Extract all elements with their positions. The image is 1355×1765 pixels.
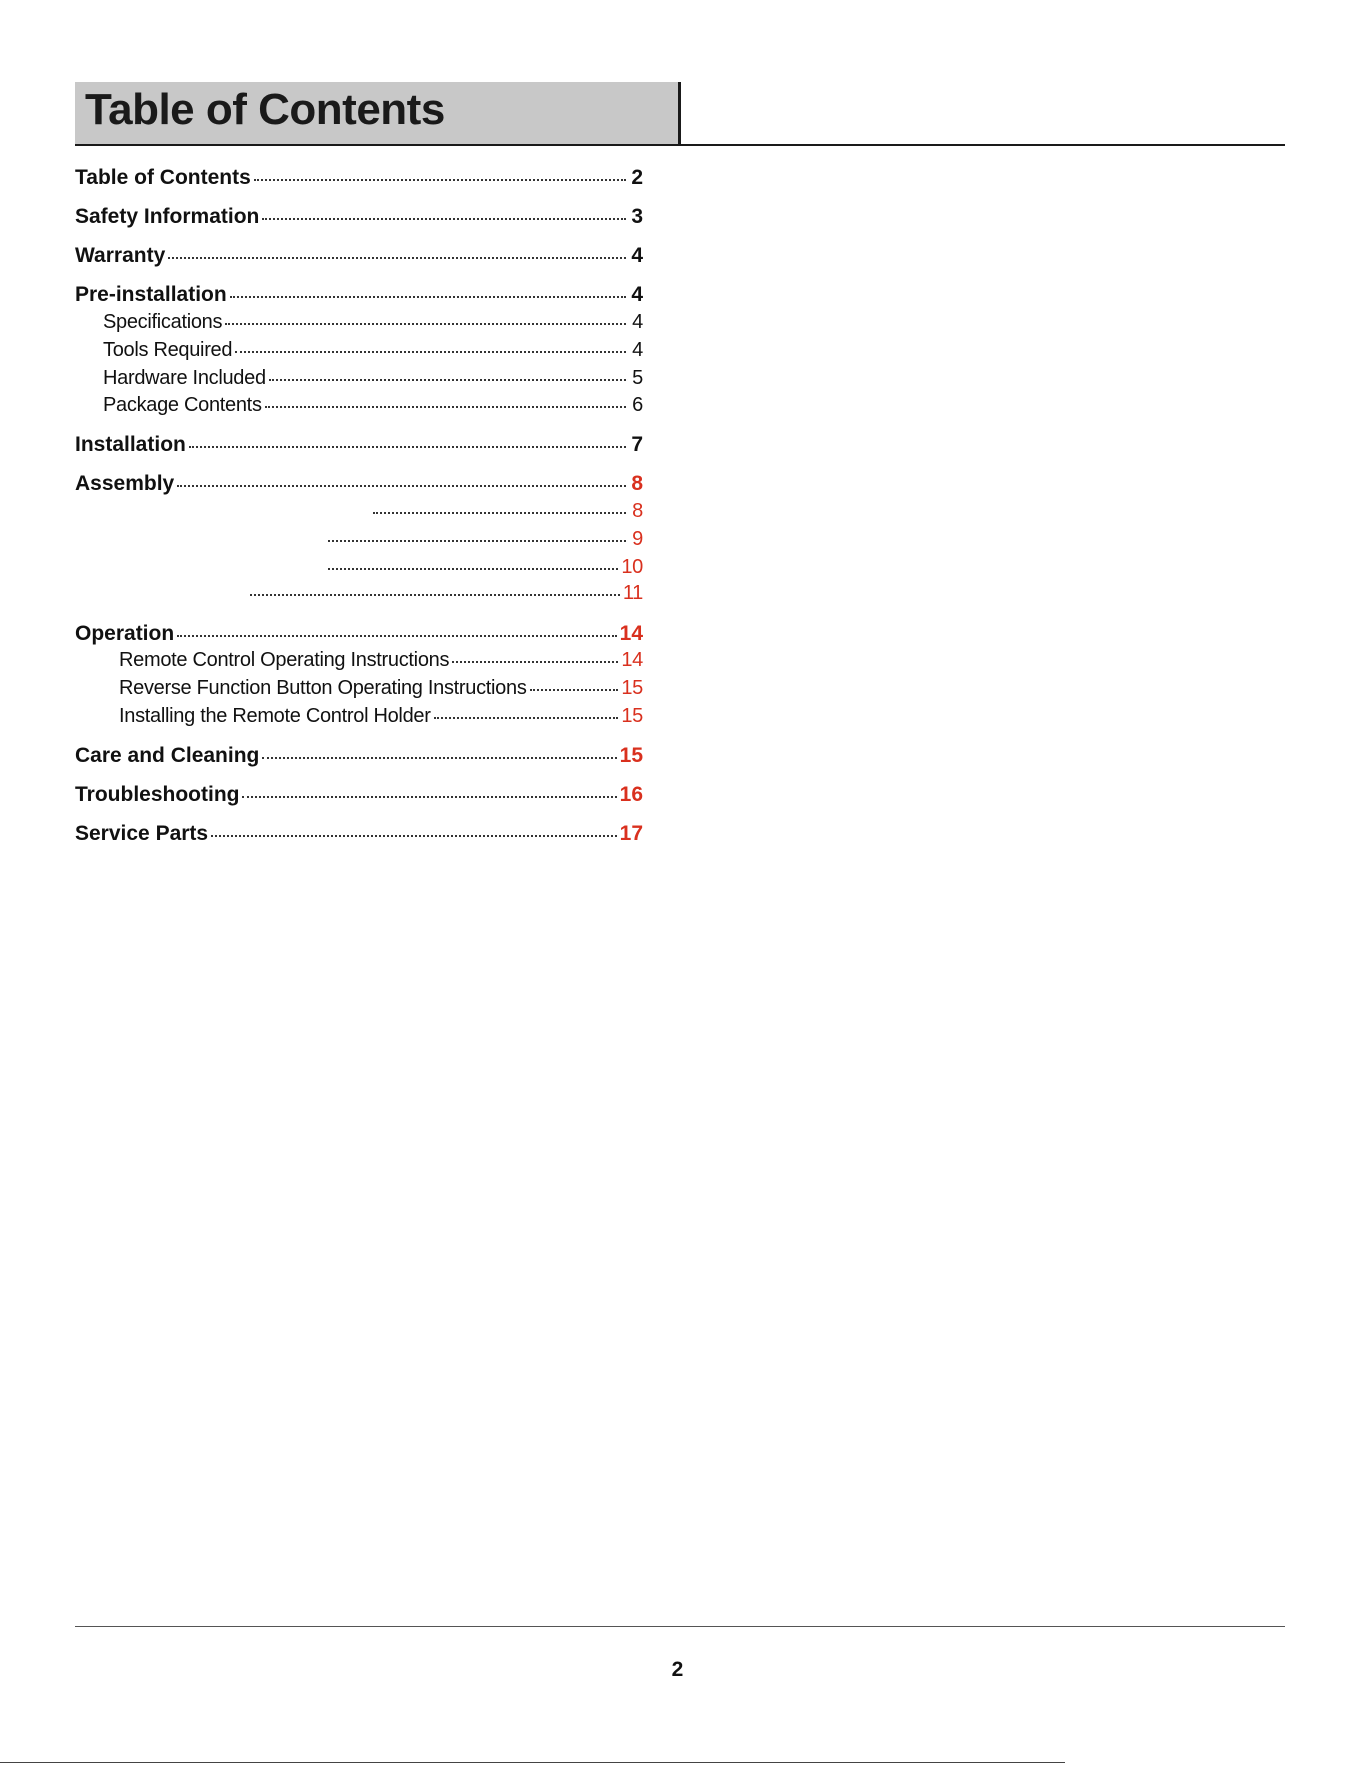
toc-entry-label: Package Contents	[103, 394, 262, 416]
toc-entry-label: Care and Cleaning	[75, 744, 260, 767]
toc-entry-page-number: 6	[632, 394, 643, 416]
toc-entry-page-number: 15	[619, 744, 643, 767]
toc-entry-page-number: 8	[631, 472, 643, 495]
dot-leader	[235, 351, 626, 353]
toc-entry[interactable]	[75, 822, 643, 846]
toc-entry-label: Table of Contents	[75, 166, 251, 189]
toc-entry-label: Reverse Function Button Operating Instructions	[119, 677, 527, 699]
toc-entry-page-number: 14	[619, 622, 643, 645]
toc-entry[interactable]	[119, 705, 643, 728]
toc-entry-page-number: 5	[632, 367, 643, 389]
toc-entry[interactable]	[370, 500, 643, 523]
toc-entry-page-number: 4	[631, 283, 643, 306]
dot-leader	[269, 379, 626, 381]
dot-leader	[168, 257, 626, 259]
toc-entry[interactable]	[75, 283, 643, 307]
toc-entry-page-number: 4	[631, 244, 643, 267]
toc-entry-page-number: 10	[621, 556, 643, 578]
toc-entry[interactable]	[75, 472, 643, 496]
toc-entry-page-number: 4	[632, 311, 643, 333]
toc-entry-page-number: 14	[621, 649, 643, 671]
dot-leader	[225, 323, 626, 325]
toc-entry-label: Assembly	[75, 472, 175, 495]
dot-leader	[262, 218, 626, 220]
toc-entry-page-number: 16	[619, 783, 643, 806]
toc-entry[interactable]	[325, 556, 643, 579]
toc-entry-label: Installing the Remote Control Holder	[119, 705, 431, 727]
toc-entry[interactable]	[103, 367, 643, 390]
toc-entry-label: Safety Information	[75, 205, 260, 228]
header-rule	[75, 144, 1285, 146]
bottom-edge-rule	[0, 1762, 1065, 1763]
toc-entry[interactable]	[119, 649, 643, 672]
toc-entry-label: Service Parts	[75, 822, 209, 845]
dot-leader	[177, 485, 626, 487]
toc-entry-page-number: 7	[631, 433, 643, 456]
toc-entry-label: Remote Control Operating Instructions	[119, 649, 450, 671]
toc-entry-page-number: 2	[631, 166, 643, 189]
toc-entry-page-number: 17	[619, 822, 643, 845]
toc-entry-label: Operation	[75, 622, 175, 645]
header-title-box	[75, 82, 681, 144]
toc-entry-label: Tools Required	[103, 339, 233, 361]
toc-entry-page-number: 15	[621, 705, 643, 727]
footer-rule	[75, 1626, 1285, 1627]
dot-leader	[265, 406, 626, 408]
dot-leader	[328, 568, 618, 570]
toc-entry[interactable]	[325, 528, 643, 551]
toc-entry[interactable]	[75, 166, 643, 190]
toc-entry[interactable]	[247, 582, 643, 605]
toc-entry-page-number: 15	[621, 677, 643, 699]
toc-entry-label: Pre-installation	[75, 283, 227, 306]
toc-entry[interactable]	[119, 677, 643, 700]
toc-entry-label: Specifications	[103, 311, 223, 333]
dot-leader	[530, 689, 619, 691]
toc-entry-page-number: 8	[632, 500, 643, 522]
dot-leader	[434, 717, 619, 719]
toc-entry[interactable]	[103, 394, 643, 417]
page-title: Table of Contents	[85, 85, 445, 134]
toc-entry[interactable]	[75, 433, 643, 457]
dot-leader	[254, 179, 626, 181]
dot-leader	[211, 835, 617, 837]
dot-leader	[189, 446, 626, 448]
toc-entry[interactable]	[75, 244, 643, 268]
toc-entry-page-number: 3	[631, 205, 643, 228]
toc-entry[interactable]	[103, 339, 643, 362]
dot-leader	[328, 540, 626, 542]
page-header	[75, 82, 1285, 146]
toc-entry-label: Installation	[75, 433, 186, 456]
dot-leader	[242, 796, 616, 798]
toc-entry-label: Troubleshooting	[75, 783, 240, 806]
toc-entry[interactable]	[103, 311, 643, 334]
dot-leader	[230, 296, 626, 298]
toc-entry[interactable]	[75, 783, 643, 807]
toc-entry-page-number: 9	[632, 528, 643, 550]
toc-entry-page-number: 11	[622, 582, 643, 604]
dot-leader	[250, 594, 620, 596]
dot-leader	[262, 757, 616, 759]
toc-entry-label: Warranty	[75, 244, 166, 267]
toc-entry[interactable]	[75, 205, 643, 229]
toc-entry[interactable]	[75, 744, 643, 768]
dot-leader	[177, 635, 616, 637]
toc-entry-label: Hardware Included	[103, 367, 266, 389]
footer-page-number: 2	[671, 1658, 684, 1681]
dot-leader	[373, 512, 626, 514]
dot-leader	[452, 661, 618, 663]
toc-entry-page-number: 4	[632, 339, 643, 361]
toc-entry[interactable]	[75, 622, 643, 646]
